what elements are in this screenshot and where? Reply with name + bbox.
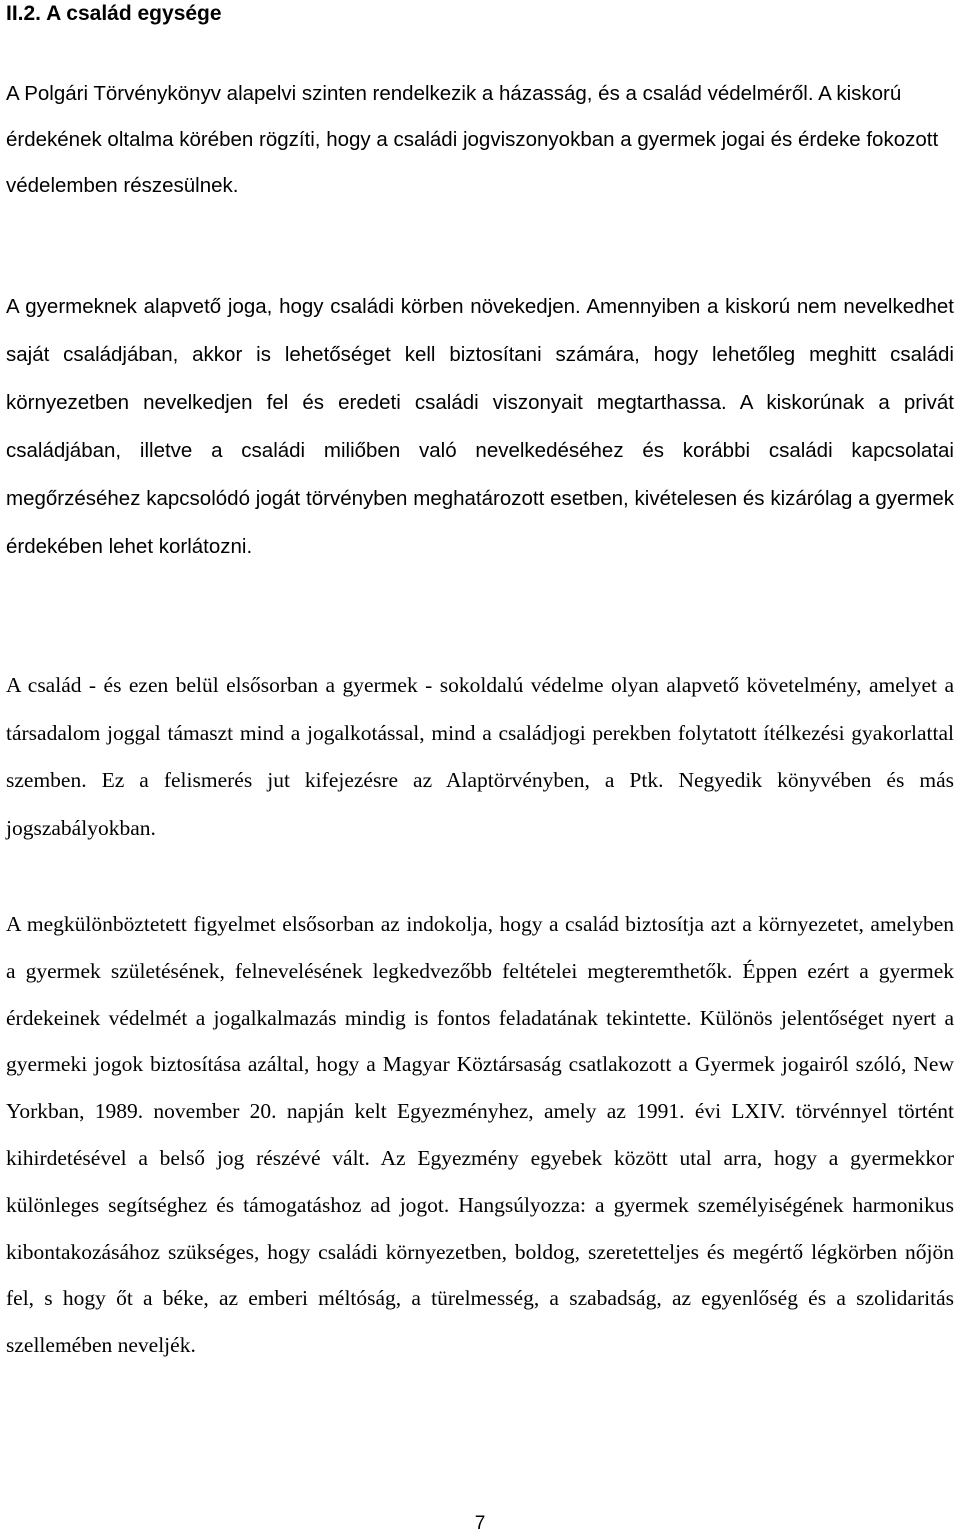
paragraph-right-to-family: A gyermeknek alapvető joga, hogy családi körben növekedjen. Amennyiben a kiskorú nem nevelkedhet saját családjában, akkor is lehetőséget kell biztosítani számára, hogy lehetőleg meghitt családi környezetben nevelkedjen fel és eredeti családi viszonyait megtarthassa. A kiskorúnak a privát családjában, illetve a családi miliőben való nevelkedéséhez és korábbi családi kapcsolatai megőrzéséhez kapcsolódó jogát törvényben meghatározott esetben, kivételesen és kizárólag a gyermek érdekében lehet korlátozni. [6, 295, 954, 558]
paragraph-convention: A megkülönböztetett figyelmet elsősorban az indokolja, hogy a család biztosítja azt a környezetet, amelyben a gyermek születésének, felnevelésének legkedvezőbb feltételei megteremthetők. Éppen ezért a gyermek érdekeinek védelmét a jogalkalmazás mindig is fontos feladatának tekintette. Különös jelentőséget nyert a gyermeki jogok biztosítása azáltal, hogy a Magyar Köztársaság csatlakozott a Gyermek jogairól szóló, New Yorkban, 1989. november 20. napján kelt Egyezményhez, amely az 1991. évi LXIV. törvénnyel történt kihirdetésével a belső jog részévé vált. Az Egyezmény egyebek között utal arra, hogy a gyermekkor különleges segítséghez és támogatáshoz ad jogot. Hangsúlyozza: a gyermek személyiségének harmonikus kibontakozásához szükséges, hogy családi környezetben, boldog, szeretetteljes és megértő légkörben nőjön fel, s hogy őt a béke, az emberi méltóság, a türelmesség, a szabadság, az egyenlőség és a szolidaritás szellemében neveljék. [6, 912, 954, 1358]
paragraph-ptk-principles: A Polgári Törvénykönyv alapelvi szinten rendelkezik a házasság, és a család védelméről. A kiskorú érdekének oltalma körében rögzíti, hogy a családi jogviszonyokban a gyermek jogai és érdeke fokozott védelemben részesülnek. [6, 82, 939, 197]
section-title: II.2. A család egysége [6, 2, 222, 25]
paragraph-family-protection: A család - és ezen belül elsősorban a gyermek - sokoldalú védelme olyan alapvető követelmény, amelyet a társadalom joggal támaszt mind a jogalkotással, mind a családjogi perekben folytatott ítélkezési gyakorlattal szemben. Ez a felismerés jut kifejezésre az Alaptörvényben, a Ptk. Negyedik könyvében és más jogszabályokban. [6, 673, 954, 840]
page-number: 7 [474, 1513, 486, 1534]
